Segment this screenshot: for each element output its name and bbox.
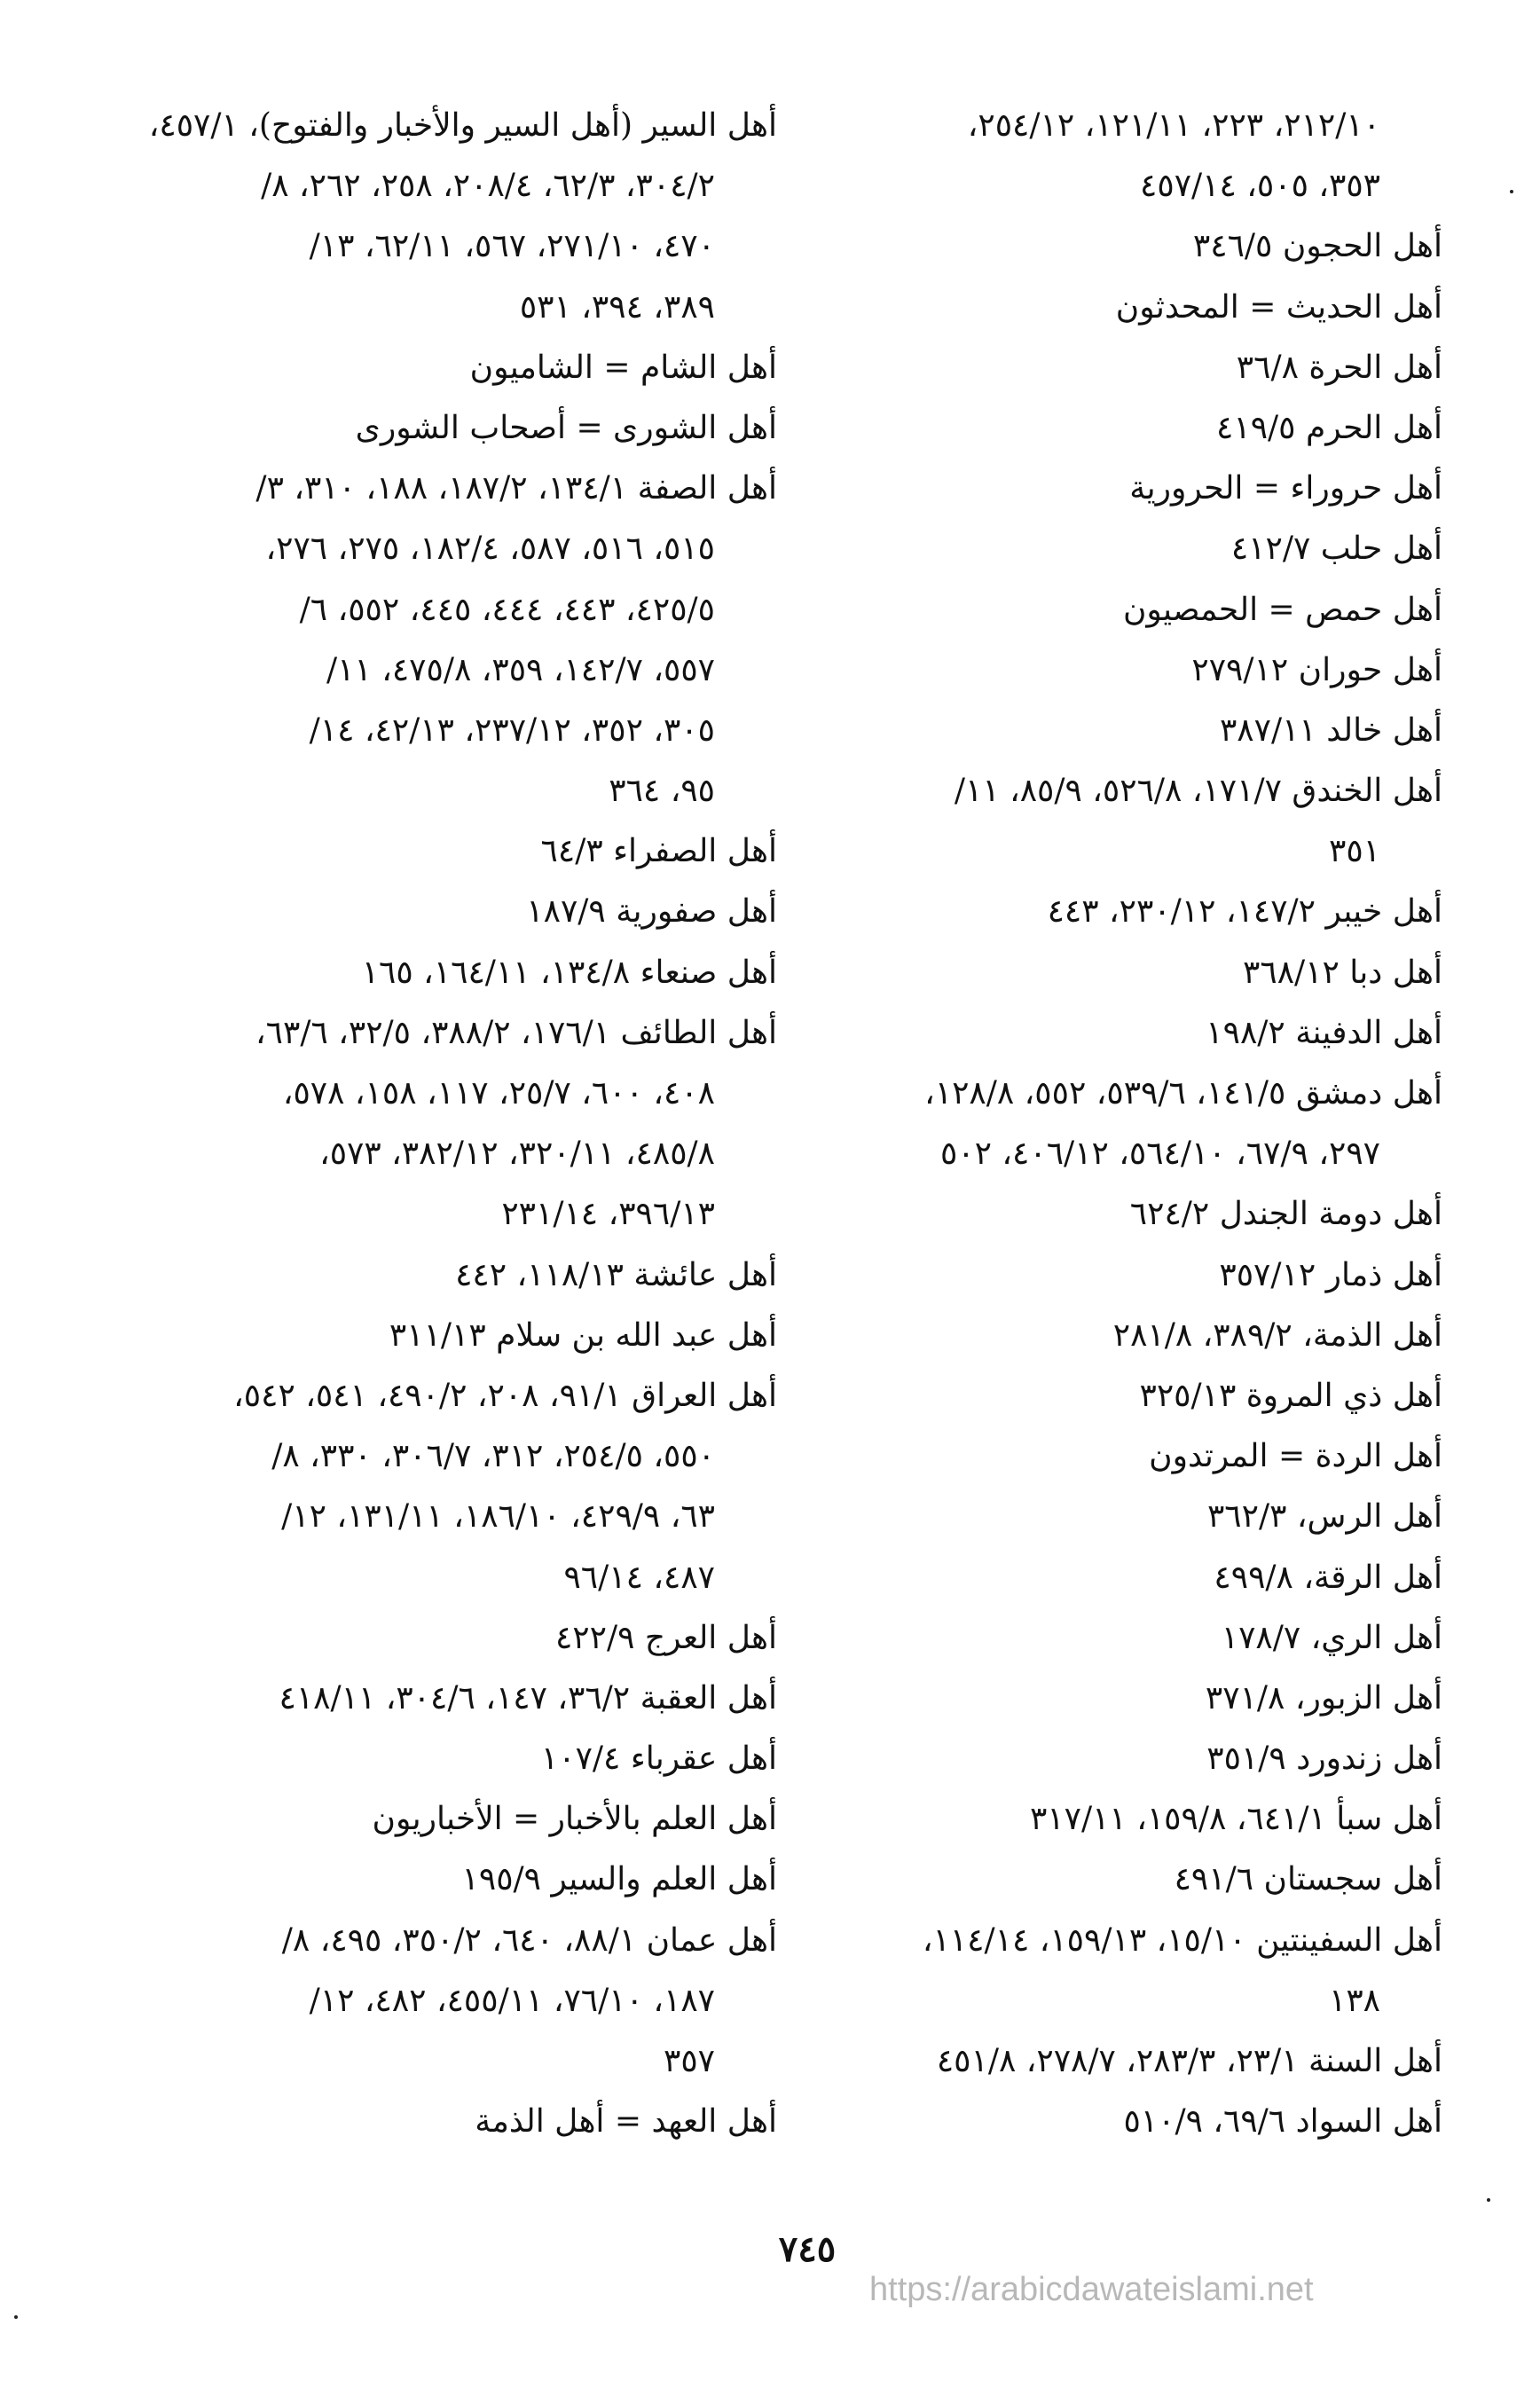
right-column-continuation-line: ٣٥٣، ٥٠٥، ٤٥٧/١٤ (1140, 168, 1380, 205)
right-column-entry: أهل ذمار ٣٥٧/١٢ (1219, 1256, 1442, 1293)
left-column-continuation-line: ٥٥٠، ٢٥٤/٥، ٣١٢، ٣٠٦/٧، ٣٣٠، ٨/ (271, 1438, 715, 1475)
left-column-entry: أهل عمان ٨٨/١، ٦٤٠، ٣٥٠/٢، ٤٩٥، ٨/ (281, 1921, 777, 1959)
right-column-entry: أهل حروراء = الحرورية (1129, 470, 1442, 507)
right-column-entry: أهل الزبور، ٣٧١/٨ (1205, 1679, 1442, 1717)
right-column-entry: أهل الردة = المرتدون (1149, 1438, 1442, 1475)
left-column-continuation-line: ٥١٥، ٥١٦، ٥٨٧، ١٨٢/٤، ٢٧٥، ٢٧٦، (265, 530, 715, 568)
right-column-entry: أهل دمشق ١٤١/٥، ٥٣٩/٦، ٥٥٢، ١٢٨/٨، (924, 1075, 1442, 1112)
left-column-continuation-line: ٣٨٩، ٣٩٤، ٥٣١ (519, 288, 715, 326)
left-column-continuation-line: ٤٨٧، ٩٦/١٤ (563, 1559, 715, 1596)
scan-speck (14, 2315, 18, 2319)
left-column-entry: أهل الشورى = أصحاب الشورى (355, 409, 777, 446)
right-column-continuation-line: ٣٥١ (1328, 833, 1380, 870)
right-column-entry: أهل سبأ ٦٤١/١، ١٥٩/٨، ٣١٧/١١ (1029, 1801, 1442, 1838)
left-column-entry: أهل عائشة ١١٨/١٣، ٤٤٢ (455, 1256, 777, 1293)
right-column-entry: أهل خالد ٣٨٧/١١ (1219, 711, 1442, 749)
right-column-continuation-line: ٢٩٧، ٦٧/٩، ٥٦٤/١٠، ٤٠٦/١٢، ٥٠٢ (939, 1135, 1380, 1173)
left-column (85, 96, 777, 2152)
right-column-entry: أهل زندورد ٣٥١/٩ (1206, 1740, 1442, 1778)
right-column-entry: أهل الحديث = المحدثون (1115, 288, 1442, 326)
watermark-url: https://arabicdawateislami.net (869, 2271, 1314, 2308)
right-column-entry: أهل حمص = الحمصيون (1122, 591, 1442, 628)
left-column-continuation-line: ٣٠٤/٢، ٦٢/٣، ٢٠٨/٤، ٢٥٨، ٢٦٢، ٨/ (261, 168, 715, 205)
left-column-continuation-line: ١٨٧، ٧٦/١٠، ٤٥٥/١١، ٤٨٢، ١٢/ (309, 1982, 715, 2019)
left-column-continuation-line: ٦٣، ٤٢٩/٩، ١٨٦/١٠، ١٣١/١١، ١٢/ (281, 1498, 715, 1536)
right-column-entry: أهل دومة الجندل ٦٢٤/٢ (1129, 1196, 1442, 1233)
left-column-continuation-line: ٣٠٥، ٣٥٢، ٢٣٧/١٢، ٤٢/١٣، ١٤/ (309, 711, 715, 749)
right-column-entry: أهل الري، ١٧٨/٧ (1221, 1619, 1442, 1656)
left-column-continuation-line: ٤٢٥/٥، ٤٤٣، ٤٤٤، ٤٤٥، ٥٥٢، ٦/ (299, 591, 715, 628)
right-column-entry: أهل الخندق ١٧١/٧، ٥٢٦/٨، ٨٥/٩، ١١/ (954, 773, 1442, 810)
right-column-entry: أهل السفينتين ١٥/١٠، ١٥٩/١٣، ١١٤/١٤، (922, 1921, 1442, 1959)
left-column-entry: أهل عقرباء ١٠٧/٤ (540, 1740, 777, 1778)
left-column-continuation-line: ٤٨٥/٨، ٣٢٠/١١، ٣٨٢/١٢، ٥٧٣، (319, 1135, 715, 1173)
right-column-entry: أهل السواد ٦٩/٦، ٥١٠/٩ (1123, 2103, 1442, 2141)
left-column-entry: أهل الطائف ١٧٦/١، ٣٨٨/٢، ٣٢/٥، ٦٣/٦، (255, 1014, 777, 1051)
left-column-entry: أهل صنعاء ١٣٤/٨، ١٦٤/١١، ١٦٥ (361, 954, 777, 991)
right-column-entry: أهل ذي المروة ٣٢٥/١٣ (1139, 1377, 1442, 1414)
scan-speck (1510, 190, 1513, 193)
left-column-entry: أهل الشام = الشاميون (469, 349, 777, 386)
right-column-entry: أهل الرقة، ٤٩٩/٨ (1214, 1559, 1442, 1596)
right-column-entry: أهل الذمة، ٣٨٩/٢، ٢٨١/٨ (1112, 1316, 1442, 1354)
page-number: ٧٤٥ (778, 2228, 837, 2270)
right-column-entry: أهل حلب ٤١٢/٧ (1230, 530, 1442, 568)
left-column-entry: أهل الصفراء ٦٤/٣ (540, 833, 777, 870)
right-column-entry: أهل دبا ٣٦٨/١٢ (1243, 954, 1442, 991)
left-column-continuation-line: ٥٥٧، ١٤٢/٧، ٣٥٩، ٤٧٥/٨، ١١/ (326, 651, 715, 688)
left-column-entry: أهل الصفة ١٣٤/١، ١٨٧/٢، ١٨٨، ٣١٠، ٣/ (255, 470, 777, 507)
right-column (768, 96, 1442, 2152)
right-column-continuation-line: ١٣٨ (1328, 1982, 1380, 2019)
left-column-entry: أهل العراق ٩١/١، ٢٠٨، ٤٩٠/٢، ٥٤١، ٥٤٢، (233, 1377, 777, 1414)
left-column-entry: أهل العرج ٤٢٢/٩ (554, 1619, 777, 1656)
left-column-entry: أهل العلم بالأخبار = الأخباريون (372, 1801, 777, 1838)
right-column-entry: أهل حوران ٢٧٩/١٢ (1191, 651, 1442, 688)
right-column-entry: أهل الحرم ٤١٩/٥ (1216, 409, 1442, 446)
left-column-entry: أهل صفورية ١٨٧/٩ (526, 893, 777, 931)
right-column-entry: أهل الحرة ٣٦/٨ (1236, 349, 1442, 386)
right-column-entry: أهل الرس، ٣٦٢/٣ (1206, 1498, 1442, 1536)
left-column-entry: أهل عبد الله بن سلام ٣١١/١٣ (389, 1316, 777, 1354)
right-column-entry: أهل السنة ٢٣/١، ٢٨٣/٣، ٢٧٨/٧، ٤٥١/٨ (936, 2043, 1442, 2079)
left-column-continuation-line: ٣٥٧ (663, 2043, 715, 2079)
left-column-entry: أهل العقبة ٣٦/٢، ١٤٧، ٣٠٤/٦، ٤١٨/١١ (279, 1679, 777, 1717)
left-column-entry: أهل العلم والسير ١٩٥/٩ (461, 1861, 777, 1898)
left-column-entry: أهل السير (أهل السير والأخبار والفتوح)، ٤٥٧/١، (148, 107, 777, 144)
left-column-continuation-line: ٣٩٦/١٣، ٢٣١/١٤ (501, 1196, 715, 1233)
right-column-entry: أهل الدفينة ١٩٨/٢ (1206, 1014, 1442, 1051)
left-column-continuation-line: ٤٠٨، ٦٠٠، ٢٥/٧، ١١٧، ١٥٨، ٥٧٨، (282, 1075, 715, 1112)
left-column-continuation-line: ٩٥، ٣٦٤ (609, 773, 715, 810)
left-column-entry: أهل العهد = أهل الذمة (475, 2103, 777, 2141)
right-column-entry: أهل الحجون ٣٤٦/٥ (1192, 228, 1442, 265)
left-column-continuation-line: ٤٧٠، ٢٧١/١٠، ٥٦٧، ٦٢/١١، ١٣/ (309, 228, 715, 265)
right-column-entry: أهل سجستان ٤٩١/٦ (1174, 1861, 1442, 1898)
scan-speck (1487, 2198, 1490, 2202)
right-column-entry: أهل خيبر ١٤٧/٢، ٢٣٠/١٢، ٤٤٣ (1047, 893, 1442, 931)
right-column-continuation-line: ٢١٢/١٠، ٢٢٣، ١٢١/١١، ٢٥٤/١٢، (967, 107, 1380, 144)
